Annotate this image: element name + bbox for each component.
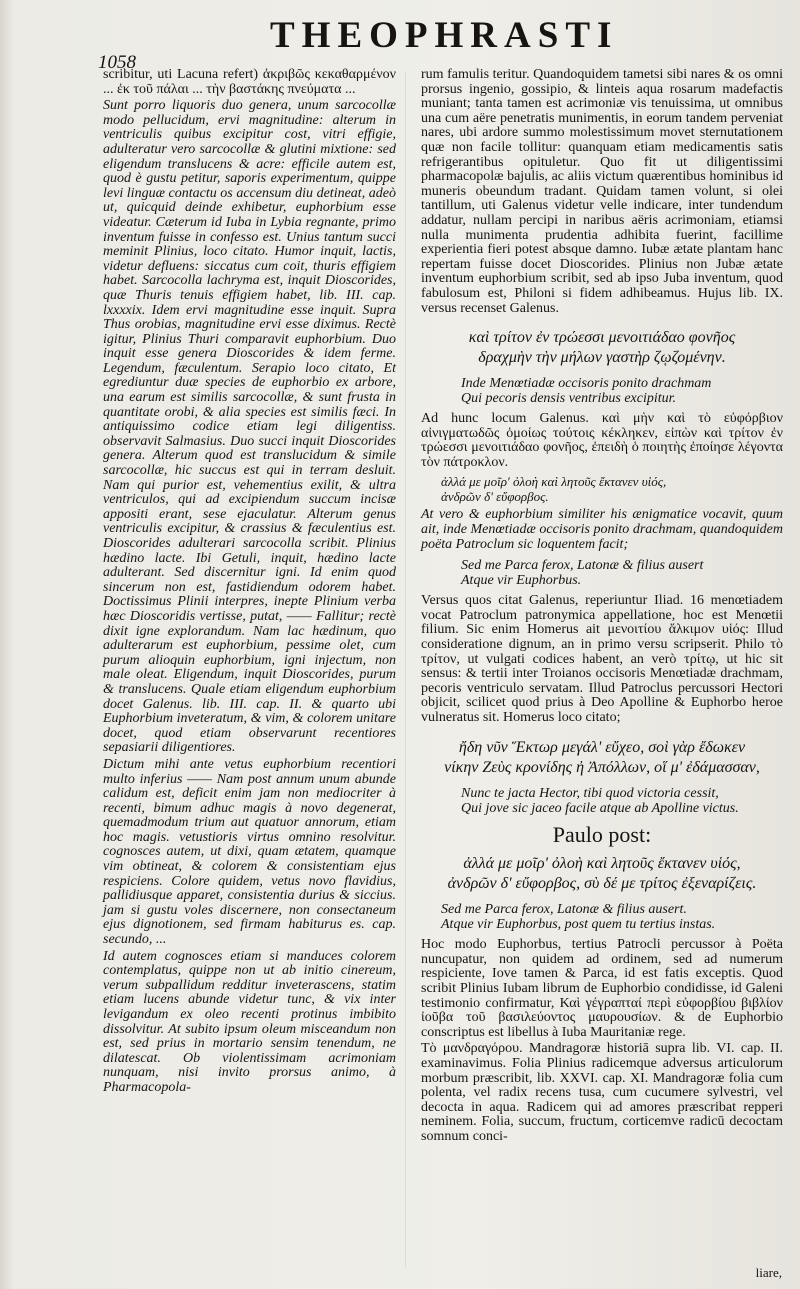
right-column — [421, 68, 783, 1147]
section-title: Paulo post: — [552, 821, 652, 847]
right-paragraph: Hoc modo Euphorbus, tertius Patrocli percussor à Poëta nuncupatur, non quidem ad ordinem, sed ad numerum respiciente, Iove tamen & Parca, id est fatis exceptis. Quod scribit Plinius Iubam librum de Euphorbio condidisse, id Galeni testimonio confirmatur, Καὶ γέγραπταί περὶ εὐφορβίου βιβλίον ἰοῦβα τοῦ βασιλεύοντος μαυρουσίων. & de Euphorbio conscriptus est libellus à Iuba Mauritaniæ rege. — [421, 937, 783, 1040]
greek-verse-line: ἤδη νῦν Ἕκτωρ μεγάλ' εὔχεο, σοὶ γὰρ ἔδωκεν — [458, 738, 746, 756]
right-paragraph: At vero & euphorbium similiter his ænigmatice vocavit, quum ait, inde Menœtiadæ occisoris ponito drachmam, quandoquidem poëta Patroclum sic loquentem facit; — [421, 507, 783, 552]
latin-verse-line: Atque vir Euphorbus. — [461, 573, 582, 589]
page-header — [0, 6, 800, 73]
catchword: liare, — [755, 1265, 782, 1280]
left-paragraph: Sunt porro liquoris duo genera, unum sarcocollæ modo pellucidum, ervi magnitudine: alterum in ventriculis quibus excipitur cost, vitri effigie, adulteratur vero sarcocollæ & glutini mixtione: sed eligendum translucens & acre: efficile autem est, quod è gustu petitur, saporis experimentum, quippe levi linguæ contactu os accensum diu detineat, adeò ut, quicquid deinde exhibetur, euphorbium esse videatur. Cæterum id Iuba in Lybia regnante, primo inventum fuisse in confesso est. Unius tantum succi meminit Plinius, loco citato. Humor inquit, lactis, videtur defluens: siccatus cum coit, thuris effigiem habet. Sarcocolla lachryma est, inquit Dioscorides, quæ Thuris tenuis effigiem habet, lib. III. cap. lxxxxix. Idem ervi magnitudine esse inquit. Supra Thus orobias, magnitudine ervi esse diximus. Rectè igitur, Plinius Thuri comparavit euphorbium. Duo inquit esse genera Dioscorides & idem ferme. Legendum, fæculentum. Serapio loco citato, Et egrediuntur duæ species de euphorbio ex arbore, una earum est similis sarcocollæ, & sunt frusta in quantitate orobi, & alia species est similis fæci. In antiquissimo codice etiam legi diligentiss. observavit Salmasius. Duo succi inquit Dioscorides genera. Alterum quod est translucidum & simile sarcocollæ, hic succus est qui in terram desluit. Nam qui purior est, vehementius exilit, & ultra ventriculos, qui ad excipiendum succum incisæ appositi erant, sese ejaculatur. Alterum genus ventriculis excipitur, & crassius & fæculentius est. Dioscorides adulterari sarcocolla scribit. Plinius hædino lacte. Ibi Getuli, inquit, hædino lacte adulterant. Sed discernitur igni. Id enim quod sincerum non est, fastidiendum odorem habet. Doctissimus Plinii interpres, inepte Plinium verba hæc Dioscoridis vertisse, putat, —— Fallitur; rectè dixit igne explorandum. Nam lac hædinum, quo adulterarum est euphorbium, pessime olet, cum purum alioquin euphorbium, igni injectum, non male oleat. Eligendum, inquit Dioscorides, purum & translucens. Quale etiam eligendum euphorbium docet Galenus. lib. III. cap. II. & quarto ubi Euphorbium inveteratum, & vim, & colorem unitare docet, quod etiam observarunt recentiores sepasiarii diligentiores. — [103, 98, 396, 756]
left-paragraph: Dictum mihi ante vetus euphorbium recentiori multo inferius —— Nam post annum unum abunde calidum est, deficit enim jam non mediocriter à recenti, bimum adhuc magis à novo degenerat, quemadmodum trium aut quatuor annorum, etiam hoc magis. vetustioris virtus omnino resolvitur. cognosces autem, ut dixi, quam ætatem, quamque vim obtineat, & colorem & consistentiam ejus respiciens. Colore quidem, vetus novo flavidius, pallidiusque apparet, consistentia durius & siccius. jam si gustu voles discernere, non consectaneum ejus dignotionem, sed firmam habiturus es. cap. secundo, ... — [103, 756, 396, 948]
latin-verse — [441, 902, 783, 932]
latin-verse-line: Sed me Parca ferox, Latonæ & filius ausert. — [441, 902, 687, 918]
greek-verse-line: δραχμὴν τὴν μήλων γαστὴρ ζῳζομένην. — [478, 349, 726, 367]
greek-verse-line: νίκην Ζεὺς κρονίδης ἠ Ἀπόλλων, οἵ μ' ἐδάμασσαν, — [444, 758, 760, 776]
greek-verse-line: καὶ τρίτον ἐν τρώεσσι μενοιτιάδαο φονῆος — [468, 329, 736, 347]
greek-verse-line: ἀνδρῶν δ' εὔφορβος. — [441, 489, 549, 505]
left-column — [103, 68, 396, 1098]
latin-verse — [461, 558, 783, 588]
greek-verse-line: ἀλλά με μοῖρ' ὀλοὴ καὶ λητοῦς ἔκτανεν υἱός, — [463, 855, 741, 873]
greek-verse — [441, 474, 783, 504]
page-number: 1058 — [98, 52, 136, 73]
greek-verse — [421, 854, 783, 894]
latin-verse — [461, 376, 783, 406]
greek-verse — [421, 328, 783, 368]
latin-verse-line: Nunc te jacta Hector, tibi quod victoria cessit, — [461, 785, 719, 801]
left-paragraph: Id autem cognosces etiam si manduces colorem contemplatus, quippe non ut ab initio cinereum, verum subpallidum redditur inveterascens, statim etiam lucens abunde videtur tunc, & vix inter levigandum ex oleo recenti protinus imbibito dissolvitur. At subito ipsum oleum misceandum non est, sed prius in mortario sensim tenendum, ne dilatescat. Ob violentissimam acrimoniam nunquam, nisi invito prorsus animo, à Pharmacopola- — [103, 948, 396, 1095]
latin-verse-line: Inde Menœtiadæ occisoris ponito drachmam — [461, 376, 712, 392]
right-paragraph: Τὸ μανδραγόρου. Mandragoræ historiā supra lib. VI. cap. II. examinavimus. Folia Plinius radicemque adversus articulorum morbum præscribit, lib. XXVI. cap. XI. Mandragoræ folia cum polenta, vel radix recens tusa, cum cucumere sylvestri, vel decocta in aqua. Radicem qui ad amores præscribat repperi neminem. Folia, succum, fructum, corticemve radicū decoctam somnum conci- — [421, 1041, 783, 1144]
latin-verse-line: Sed me Parca ferox, Latonæ & filius ausert — [461, 558, 704, 574]
right-paragraph: Ad hunc locum Galenus. καὶ μὴν καὶ τὸ εὐφόρβιον αἰνιγματωδῶς ὁμοίως τούτοις κέκληκεν, εἰπὼν καὶ τρίτον ἐν τρώεσσι μενοιτιάδαο φονῆος, ἐπειδὴ ὁ ποιητὴς ἐποίησε λέγοντα τὸν πάτροκλον. — [421, 411, 783, 470]
left-paragraph: scribitur, uti Lacuna refert) ἀκριβῶς κεκαθαρμένον ... ἐκ τοῦ πάλαι ... τὴν βαστάκης πνεύματα ... — [103, 67, 396, 97]
greek-verse-line: ἀνδρῶν δ' εὔφορβος, σὺ δέ με τρίτος ἐξεναρίζεις. — [447, 875, 757, 893]
gutter-shadow — [405, 72, 406, 1267]
running-head: THEOPHRASTI — [270, 15, 619, 56]
latin-verse — [461, 786, 783, 816]
latin-verse-line: Qui pecoris densis ventribus excipitur. — [461, 391, 677, 407]
right-paragraph: rum famulis teritur. Quandoquidem tametsi sibi nares & os omni prorsus ingenio, gossipio, & linteis aqua rosarum madefactis muniant; tanta tamen est acrimoniæ vis tenuissima, ut omnibus una cum aëre penetratis munimentis, in eorum tandem perveniat nares, ubi ardore summo molestissimum movet sternutationem quæ non facile tollitur: quanquam etiam medicamentis satis refrigerantibus opituletur. Quo fit ut diligentissimi pharmacopolæ bajulis, ac aliis victum quærentibus hominibus id muneris obeundum tradant. Quidam tamen volunt, si olei tantillum, uti Galenus videtur velle indicare, inter tundendum addatur, nullam percipi in naribus aëris acrimoniam, etiamsi nulla munimenta prudentia adhibita fuerint, facillime experientia fieri potest absque damno. Iubæ ætate plantam hanc repertam fuisse docet Dioscorides. Plinius non Jubæ ætate inventum euphorbium scribit, sed ab ipso Juba inventum, quod fabulosum est, Philoni si fidem adhibeamus. Hujus lib. IX. versus recenset Galenus. — [421, 67, 783, 316]
greek-verse — [421, 738, 783, 778]
greek-verse-line: ἀλλά με μοῖρ' ὀλοὴ καὶ λητοῦς ἔκτανεν υἱός, — [441, 474, 667, 490]
latin-verse-line: Atque vir Euphorbus, post quem tu tertius instas. — [441, 917, 716, 933]
right-paragraph: Versus quos citat Galenus, reperiuntur Iliad. 16 menœtiadem vocat Patroclum patronymica appellatione, hoc est Menœtii filium. Sic enim Homerus ait μενοιτίου ἄλκιμον υἱός: Illud consideratione dignum, an in primo versu scripserit. Philo τὸ τρίτον, ut vulgati codices habent, an verò τρίτῳ, ut hic sit sensus: & tertii inter Troianos occisoris Menœtiadæ drachmam, pecoris ventriculo servatam. Illud Patroclus percussori Hectori objicit, scilicet quod prius à Deo Apolline & Euphorbo heroe vulneratus sit. Homerus loco citato; — [421, 593, 783, 725]
latin-verse-line: Qui jove sic jaceo facile atque ab Apolline victus. — [461, 800, 739, 816]
